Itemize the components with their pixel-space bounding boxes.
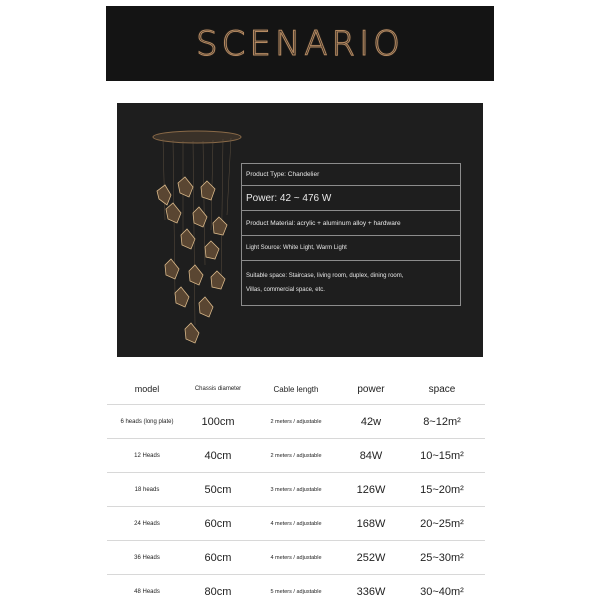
cell-space: 25~30m² xyxy=(420,551,464,564)
cell-cable: 4 meters / adjustable xyxy=(270,520,322,527)
spec-table xyxy=(107,374,485,608)
cell-power: 336W xyxy=(356,585,386,598)
table-row xyxy=(107,438,485,472)
suitable-line-2: Villas, commercial space, etc. xyxy=(246,287,325,293)
cell-power: 126W xyxy=(356,483,386,496)
header-space: space xyxy=(428,383,456,395)
spec-box xyxy=(241,163,461,306)
cell-cable: 5 meters / adjustable xyxy=(270,588,322,595)
cell-power: 168W xyxy=(356,517,386,530)
cell-power: 252W xyxy=(356,551,386,564)
suitable-line-1: Suitable space: Staircase, living room, duplex, dining room, xyxy=(246,273,404,279)
cell-chassis: 40cm xyxy=(204,449,232,462)
cell-chassis: 60cm xyxy=(204,517,232,530)
cell-model: 18 heads xyxy=(134,486,160,493)
cell-model: 6 heads (long plate) xyxy=(120,418,174,425)
cell-space: 8~12m² xyxy=(423,415,461,428)
header-model: model xyxy=(134,384,160,394)
cell-space: 30~40m² xyxy=(420,585,464,598)
cell-cable: 4 meters / adjustable xyxy=(270,554,322,561)
table-row xyxy=(107,472,485,506)
product-power: Power: 42 ~ 476 W xyxy=(242,186,460,211)
cell-space: 20~25m² xyxy=(420,517,464,530)
table-row xyxy=(107,404,485,438)
table-row xyxy=(107,540,485,574)
product-type: Product Type: Chandelier xyxy=(242,164,460,186)
cell-chassis: 60cm xyxy=(204,551,232,564)
cell-model: 48 Heads xyxy=(134,588,160,595)
header-power: power xyxy=(357,383,385,395)
cell-cable: 2 meters / adjustable xyxy=(270,418,322,425)
cell-chassis: 50cm xyxy=(204,483,232,496)
cell-chassis: 80cm xyxy=(204,585,232,598)
cell-power: 84W xyxy=(359,449,383,462)
cell-model: 24 Heads xyxy=(134,520,160,527)
table-row xyxy=(107,574,485,608)
product-light-source: Light Source: White Light, Warm Light xyxy=(242,236,460,261)
scenario-banner xyxy=(106,6,494,81)
product-material: Product Material: acrylic + aluminum alloy + hardware xyxy=(242,211,460,236)
table-header xyxy=(107,374,485,404)
cell-chassis: 100cm xyxy=(201,415,235,428)
cell-space: 10~15m² xyxy=(420,449,464,462)
cell-space: 15~20m² xyxy=(420,483,464,496)
cell-model: 12 Heads xyxy=(134,452,160,459)
cell-cable: 3 meters / adjustable xyxy=(270,486,322,493)
cell-power: 42w xyxy=(360,415,382,428)
banner-title: SCENARIO xyxy=(196,23,404,64)
cell-cable: 2 meters / adjustable xyxy=(270,452,322,459)
table-row xyxy=(107,506,485,540)
header-chassis: Chassis diameter xyxy=(194,386,242,392)
header-cable: Cable length xyxy=(273,384,319,394)
product-suitable-space xyxy=(242,261,460,305)
product-panel xyxy=(117,103,483,357)
cell-model: 36 Heads xyxy=(134,554,160,561)
chandelier-image xyxy=(145,125,245,355)
